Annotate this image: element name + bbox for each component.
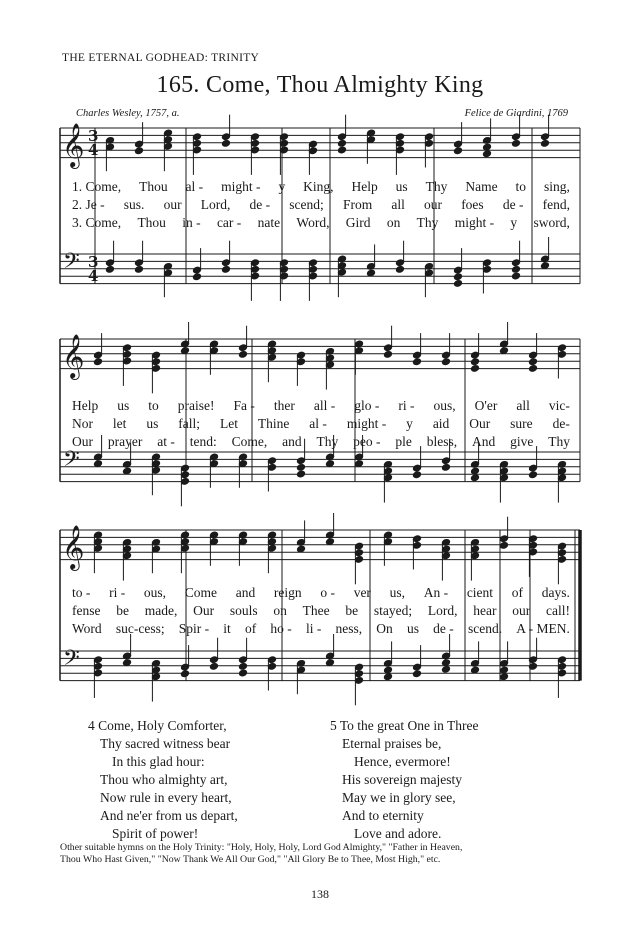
notehead	[221, 139, 230, 147]
lyric-syllable: Word,	[296, 215, 330, 230]
lyric-syllable: be	[345, 603, 359, 618]
lyric-syllable: ous,	[143, 585, 167, 600]
lyric-syllable: de-	[552, 416, 570, 431]
notehead	[482, 150, 491, 158]
lyric-syllable: 1. Come,	[72, 179, 122, 194]
lyric-syllable: at -	[157, 434, 175, 449]
lyric-syllable: cient	[466, 585, 494, 600]
lyric-line	[72, 214, 570, 232]
lyric-syllable: And	[471, 434, 496, 449]
lyric-syllable: and	[282, 434, 302, 449]
lyrics-system-1	[72, 178, 570, 232]
lyric-syllable: Our	[469, 416, 491, 431]
notehead	[470, 474, 479, 482]
lyrics-system-2	[72, 397, 570, 451]
notehead	[238, 669, 247, 677]
verse-line: Eternal praises be,	[342, 736, 442, 751]
lyric-syllable: Our	[72, 434, 93, 449]
treble-clef-icon: 𝄞	[62, 525, 85, 569]
lyric-syllable: our	[512, 603, 531, 618]
bass-clef-icon: 𝄢	[63, 646, 80, 676]
time-signature-digit: 3	[88, 127, 99, 145]
lyric-syllable: foes	[461, 197, 484, 212]
notehead	[441, 358, 450, 366]
lyric-syllable: might -	[346, 416, 387, 431]
notehead	[453, 147, 462, 155]
lyric-syllable: al -	[309, 416, 327, 431]
notehead	[383, 673, 392, 681]
verse-line: His sovereign majesty	[342, 772, 462, 787]
footnote-line: Other suitable hymns on the Holy Trinity: "Holy, Holy, Holy, Lord God Almighty," "Father in Heaven,	[60, 842, 463, 853]
notehead	[337, 146, 346, 154]
section-heading: THE ETERNAL GODHEAD: TRINITY	[62, 52, 260, 64]
hymn-title: 165. Come, Thou Almighty King	[156, 72, 484, 98]
lyrics-system-3	[72, 584, 570, 638]
lyric-syllable: An -	[423, 585, 449, 600]
lyric-syllable: our	[163, 197, 182, 212]
lyric-syllable: li -	[305, 621, 322, 636]
lyric-syllable: bless,	[426, 434, 458, 449]
lyric-syllable: al -	[185, 179, 204, 194]
lyric-syllable: and	[235, 585, 256, 600]
notehead	[528, 358, 537, 366]
lyric-syllable: on	[386, 215, 401, 230]
lyric-syllable: From	[342, 197, 373, 212]
lyric-syllable: de -	[249, 197, 271, 212]
lyric-line	[72, 196, 570, 214]
lyric-line	[72, 584, 570, 602]
lyric-syllable: ple	[395, 434, 412, 449]
bass-clef-icon: 𝄢	[63, 249, 80, 279]
lyric-syllable: might -	[454, 215, 495, 230]
notehead	[528, 471, 537, 479]
lyric-syllable: us	[146, 416, 159, 431]
notehead	[540, 139, 549, 147]
lyric-syllable: Gird	[345, 215, 371, 230]
treble-clef-icon: 𝄞	[62, 334, 85, 378]
lyric-syllable: Help	[351, 179, 378, 194]
notehead	[209, 662, 218, 670]
lyric-syllable: Word	[72, 621, 102, 636]
lyric-syllable: our	[424, 197, 443, 212]
lyric-syllable: 3. Come,	[72, 215, 122, 230]
lyric-syllable: us	[406, 621, 419, 636]
lyric-syllable: ther	[273, 398, 295, 413]
lyric-line	[72, 602, 570, 620]
notehead	[238, 662, 247, 670]
lyric-syllable: in -	[182, 215, 201, 230]
notehead	[453, 273, 462, 281]
lyric-syllable: praise!	[177, 398, 215, 413]
notehead	[511, 272, 520, 280]
time-signature-digit: 4	[88, 141, 99, 159]
notehead	[296, 463, 305, 471]
lyric-syllable: Lord,	[427, 603, 458, 618]
lyric-syllable: Fa -	[233, 398, 255, 413]
lyric-syllable: us	[117, 398, 130, 413]
verse-5	[330, 717, 479, 843]
lyric-syllable: On	[376, 621, 393, 636]
verse-line: Thy sacred witness bear	[100, 736, 231, 751]
notehead	[383, 350, 392, 358]
footnote	[60, 842, 580, 866]
lyric-syllable: Name	[465, 179, 498, 194]
lyric-syllable: us,	[389, 585, 406, 600]
lyric-syllable: sing,	[544, 179, 570, 194]
lyric-syllable: Come	[184, 585, 217, 600]
lyric-syllable: reign	[273, 585, 302, 600]
treble-clef-icon: 𝄞	[62, 123, 85, 167]
notehead	[499, 673, 508, 681]
notehead	[412, 670, 421, 678]
lyric-syllable: all	[516, 398, 530, 413]
notehead	[238, 350, 247, 358]
notehead	[528, 364, 537, 372]
verse-4	[88, 717, 238, 843]
lyric-line	[72, 620, 570, 638]
lyric-line	[72, 433, 570, 451]
verse-line: Thou who almighty art,	[100, 772, 228, 787]
lyric-syllable: y	[278, 179, 286, 194]
lyric-syllable: tend:	[189, 434, 217, 449]
lyric-syllable: souls	[229, 603, 258, 618]
notehead	[180, 670, 189, 678]
lyric-syllable: made,	[144, 603, 178, 618]
lyric-syllable: call!	[545, 603, 570, 618]
author-credit: Charles Wesley, 1757, a.	[76, 108, 180, 119]
lyric-syllable: Help	[72, 398, 99, 413]
lyric-syllable: days.	[541, 585, 570, 600]
lyric-syllable: scend;	[289, 197, 324, 212]
notehead	[511, 139, 520, 147]
lyric-syllable: Thy	[316, 434, 339, 449]
lyric-syllable: Thy	[548, 434, 570, 449]
verse-line: Hence, evermore!	[354, 754, 451, 769]
verse-line: And to eternity	[342, 808, 424, 823]
time-signature-digit: 3	[88, 253, 99, 271]
notehead	[453, 279, 462, 287]
lyric-syllable: stayed;	[373, 603, 413, 618]
lyric-syllable: Let	[219, 416, 238, 431]
verse-line: Now rule in every heart,	[100, 790, 232, 805]
lyric-syllable: y	[510, 215, 518, 230]
lyric-syllable: of	[244, 621, 257, 636]
lyric-syllable: all	[391, 197, 405, 212]
verse-line: May we in glory see,	[342, 790, 456, 805]
lyric-syllable: prayer	[107, 434, 143, 449]
lyric-syllable: Our	[193, 603, 215, 618]
time-signature-digit: 4	[88, 267, 99, 285]
lyric-syllable: y	[406, 416, 413, 431]
notehead	[192, 273, 201, 281]
bass-clef-icon: 𝄢	[63, 447, 80, 477]
notehead	[395, 265, 404, 273]
lyric-syllable: peo -	[353, 434, 381, 449]
lyric-syllable: nate	[257, 215, 281, 230]
lyric-syllable: to	[515, 179, 527, 194]
lyric-syllable: de -	[433, 621, 454, 636]
lyric-syllable: to -	[72, 585, 91, 600]
lyric-syllable: us	[395, 179, 408, 194]
lyric-syllable: ness,	[335, 621, 363, 636]
lyric-syllable: Thou	[139, 179, 168, 194]
notehead	[511, 265, 520, 273]
lyric-syllable: sword,	[533, 215, 570, 230]
lyric-syllable: Nor	[72, 416, 93, 431]
lyric-syllable: be	[116, 603, 129, 618]
lyric-syllable: Thee	[302, 603, 330, 618]
lyric-syllable: sus.	[123, 197, 145, 212]
lyric-syllable: give	[510, 434, 534, 449]
lyric-syllable: might -	[221, 179, 261, 194]
notehead	[412, 471, 421, 479]
lyric-line	[72, 397, 570, 415]
lyric-syllable: Lord,	[200, 197, 231, 212]
lyric-syllable: all -	[313, 398, 336, 413]
footnote-line: Thou Who Hast Given," "Now Thank We All Our God," "All Glory Be to Thee, Most High," etc.	[60, 854, 441, 865]
composer-credit: Felice de Giardini, 1769	[464, 108, 568, 119]
lyric-syllable: ho -	[270, 621, 292, 636]
lyric-syllable: vic-	[548, 398, 570, 413]
lyric-syllable: Thy	[425, 179, 448, 194]
notehead	[499, 541, 508, 549]
notehead	[441, 665, 450, 673]
lyric-syllable: ri -	[398, 398, 415, 413]
lyric-syllable: on	[273, 603, 287, 618]
lyric-line	[72, 178, 570, 196]
verse-line: 4 Come, Holy Comforter,	[88, 718, 227, 733]
notehead	[470, 358, 479, 366]
lyric-syllable: Thine	[257, 416, 290, 431]
verse-line: Love and adore.	[354, 826, 442, 841]
lyric-syllable: Thou	[137, 215, 166, 230]
page-number: 138	[311, 887, 329, 901]
lyric-line	[72, 415, 570, 433]
lyric-syllable: King,	[303, 179, 334, 194]
lyric-syllable: suc-cess;	[115, 621, 165, 636]
notehead	[93, 358, 102, 366]
lyric-syllable: aid	[432, 416, 450, 431]
verse-line: 5 To the great One in Three	[330, 718, 479, 733]
lyric-syllable: hear	[473, 603, 497, 618]
lyric-syllable: 2. Je -	[72, 197, 105, 212]
lyric-syllable: scend.	[467, 621, 503, 636]
lyric-syllable: of	[511, 585, 524, 600]
notehead	[134, 147, 143, 155]
notehead	[470, 364, 479, 372]
lyric-syllable: fend,	[542, 197, 570, 212]
notehead	[105, 265, 114, 273]
lyric-syllable: Thy	[416, 215, 439, 230]
verse-line: In this glad hour:	[112, 754, 205, 769]
lyric-syllable: O'er	[474, 398, 498, 413]
notehead	[296, 470, 305, 478]
lyric-syllable: Spir -	[178, 621, 210, 636]
lyric-syllable: fall;	[178, 416, 201, 431]
notehead	[221, 265, 230, 273]
lyric-syllable: ous,	[433, 398, 456, 413]
lyric-syllable: glo -	[354, 398, 380, 413]
lyric-syllable: fense	[72, 603, 101, 618]
notehead	[337, 139, 346, 147]
lyric-syllable: let	[112, 416, 127, 431]
lyric-syllable: ver	[353, 585, 371, 600]
lyric-syllable: A - MEN.	[516, 621, 570, 636]
verse-line: And ne'er from us depart,	[100, 808, 238, 823]
notehead	[134, 265, 143, 273]
lyric-syllable: it	[223, 621, 231, 636]
notehead	[412, 358, 421, 366]
lyric-syllable: ri -	[109, 585, 126, 600]
lyric-syllable: de -	[502, 197, 524, 212]
lyric-syllable: o -	[320, 585, 335, 600]
lyric-syllable: Come,	[231, 434, 268, 449]
notehead	[441, 463, 450, 471]
verse-line: Spirit of power!	[112, 826, 199, 841]
lyric-syllable: sure	[510, 416, 533, 431]
lyric-syllable: car -	[216, 215, 242, 230]
lyric-syllable: to	[148, 398, 159, 413]
